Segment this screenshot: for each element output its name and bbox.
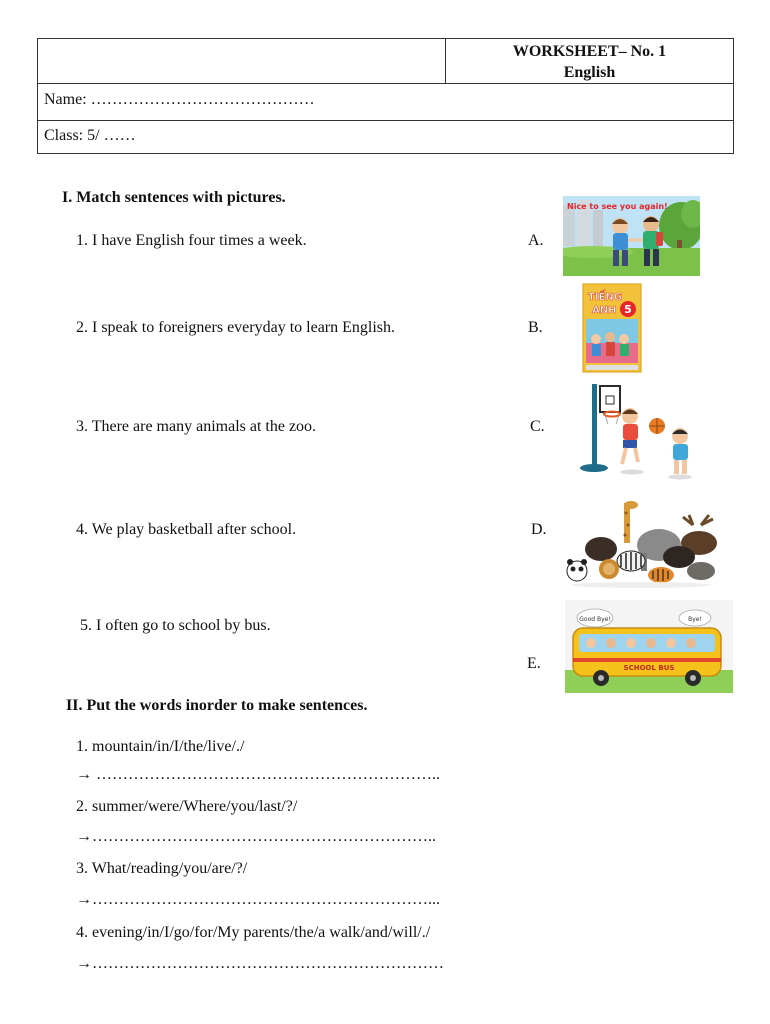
- picture-b-textbook-cover: [582, 283, 642, 373]
- class-field[interactable]: Class: 5/ ……: [44, 127, 136, 144]
- picture-a-children-greeting: [563, 196, 700, 276]
- picture-b-cover-number: 5: [624, 303, 632, 316]
- picture-letter-d: D.: [531, 521, 547, 538]
- picture-b-cover-title2: ANH: [592, 305, 617, 316]
- order-answer-line-2[interactable]: →………………………………………………………..: [76, 828, 436, 845]
- name-field[interactable]: Name: ……………………………………: [44, 91, 315, 108]
- match-sentence-3: 3. There are many animals at the zoo.: [76, 418, 317, 435]
- order-question-1: 1. mountain/in/I/the/live/./: [76, 738, 245, 755]
- match-sentence-4: 4. We play basketball after school.: [76, 521, 297, 538]
- picture-letter-b: B.: [528, 319, 543, 336]
- order-question-2: 2. summer/were/Where/you/last/?/: [76, 798, 298, 815]
- order-question-3: 3. What/reading/you/are/?/: [76, 860, 248, 877]
- match-sentence-5: 5. I often go to school by bus.: [80, 617, 271, 634]
- picture-d-zoo-animals: [561, 499, 721, 591]
- section1-heading: I. Match sentences with pictures.: [62, 189, 286, 206]
- worksheet-header-table: [37, 38, 734, 154]
- order-answer-line-4[interactable]: →…………………………………………………………: [76, 955, 444, 972]
- picture-letter-c: C.: [530, 418, 545, 435]
- worksheet-title-line2: English: [563, 64, 616, 81]
- name-row: [38, 83, 733, 121]
- match-sentence-2: 2. I speak to foreigners everyday to learn English.: [76, 319, 396, 336]
- picture-a-banner: Nice to see you again!: [567, 202, 668, 211]
- picture-e-school-bus: [565, 600, 733, 693]
- class-row: [38, 120, 733, 154]
- picture-letter-a: A.: [528, 232, 544, 249]
- picture-c-basketball: [578, 380, 699, 483]
- worksheet-title-line1: WORKSHEET– No. 1: [512, 43, 667, 60]
- picture-b-cover-title1: TIẾNG: [588, 292, 622, 303]
- header-title-row: [38, 39, 733, 84]
- picture-letter-e: E.: [527, 655, 541, 672]
- picture-e-bus-text: SCHOOL BUS: [623, 664, 675, 672]
- worksheet-title: [446, 41, 733, 83]
- section2-heading: II. Put the words inorder to make sentences.: [66, 697, 368, 714]
- order-question-4: 4. evening/in/I/go/for/My parents/the/a walk/and/will/./: [76, 924, 431, 941]
- picture-e-bubble1: Good Bye!: [579, 616, 611, 623]
- order-answer-line-1[interactable]: → ………………………………………………………..: [76, 766, 440, 783]
- order-answer-line-3[interactable]: →………………………………………………………...: [76, 891, 440, 908]
- match-sentence-1: 1. I have English four times a week.: [76, 232, 307, 249]
- picture-e-bubble2: Bye!: [688, 616, 702, 623]
